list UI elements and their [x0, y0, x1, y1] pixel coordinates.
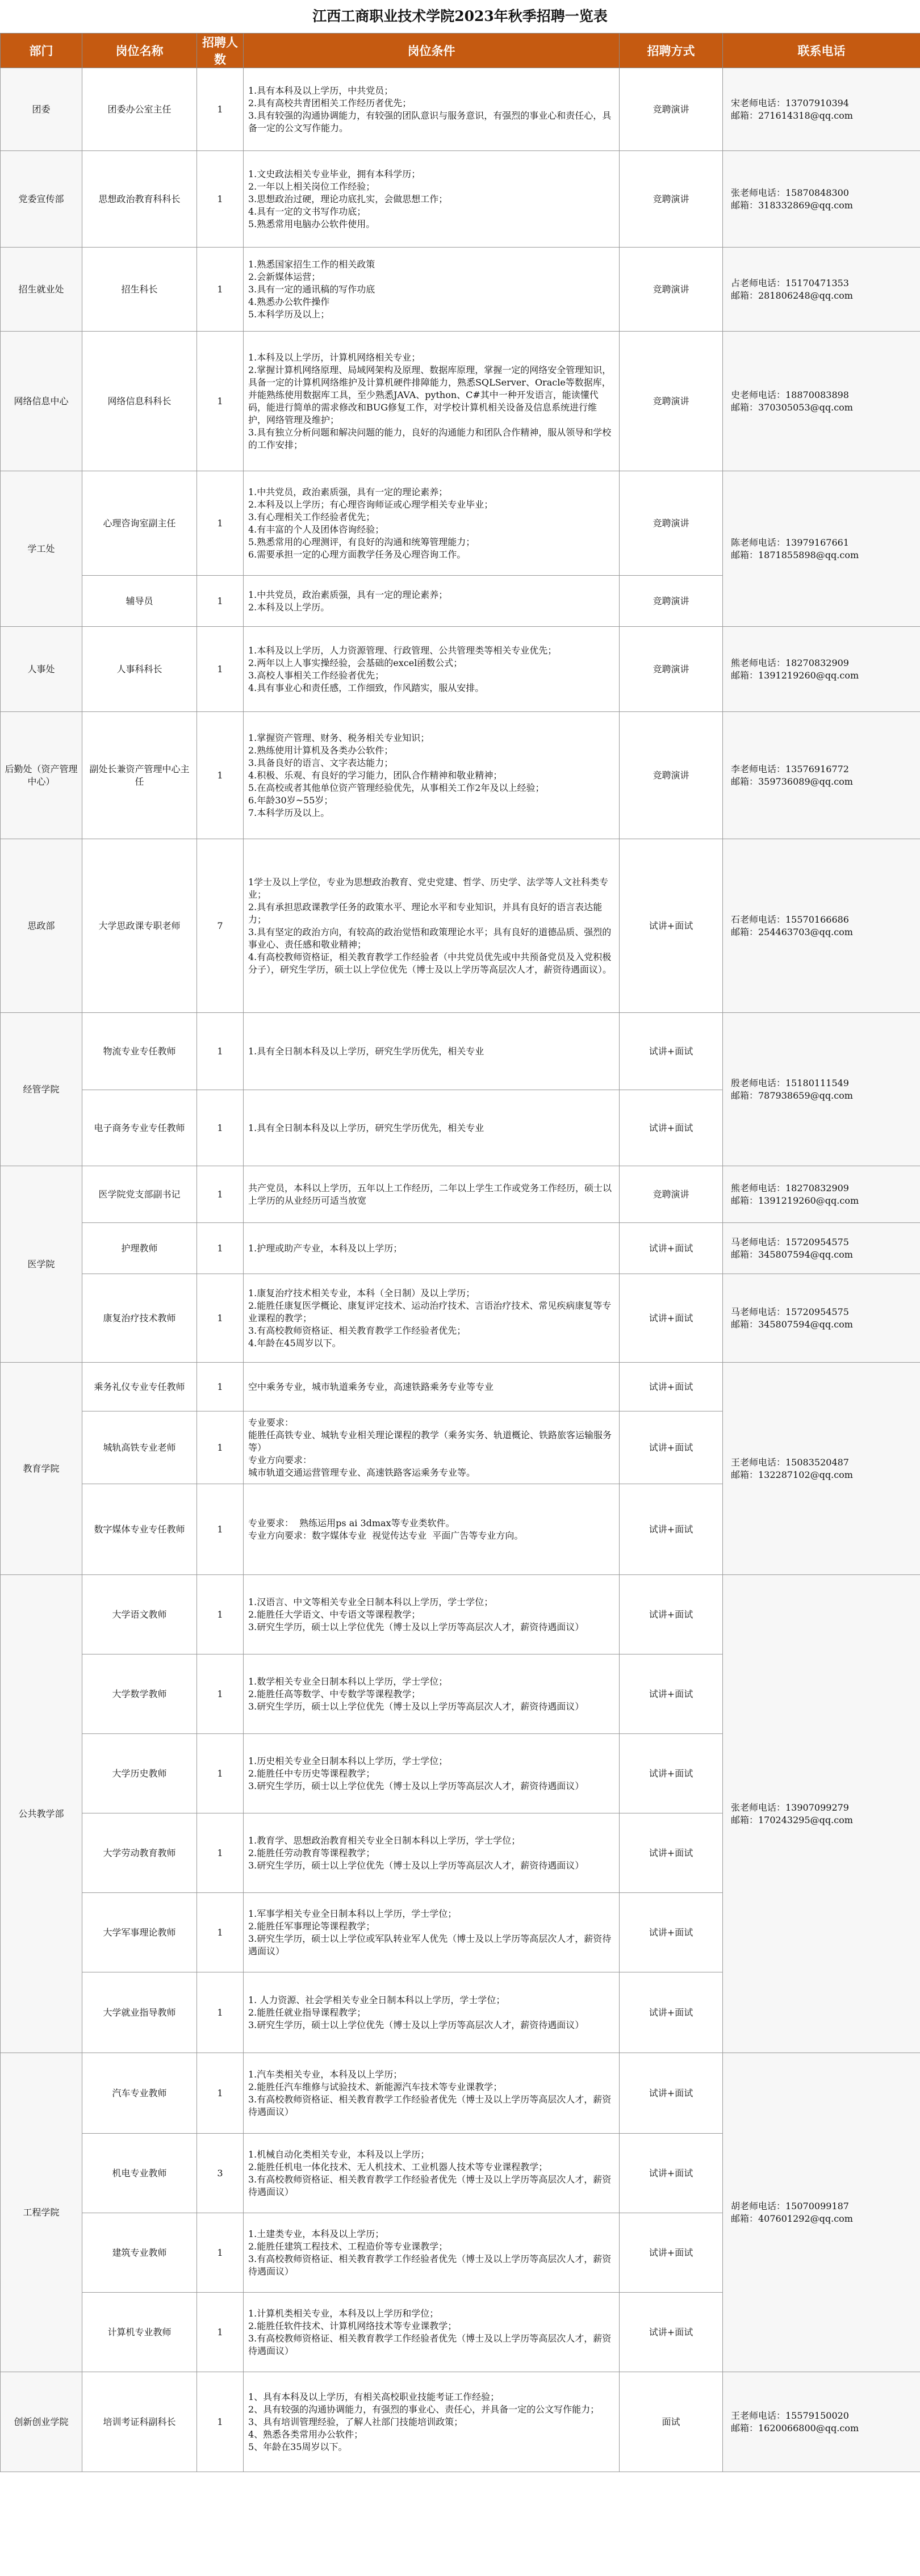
method-cell: 竞聘演讲: [620, 248, 723, 332]
position-cell: 大学劳动教育教师: [82, 1813, 197, 1893]
conditions-cell: 1.土建类专业，本科及以上学历； 2.能胜任建筑工程技术、工程造价等专业课教学； 3.有高校教师资格证、相关教育教学工作经验者优先（博士及以上学历等高层次人才，薪资待遇面议）: [244, 2213, 620, 2293]
table-row: [1, 1274, 920, 1363]
count-cell: 1: [197, 1090, 244, 1166]
conditions-cell: 专业要求： 能胜任高铁专业、城轨专业相关理论课程的教学（乘务实务、轨道概论、铁路旅客运输服务等） 专业方向要求： 城市轨道交通运营管理专业、高速铁路客运乘务专业等。: [244, 1411, 620, 1484]
email-text: 邮箱：787938659@qq.com: [731, 1090, 853, 1101]
count-cell: 1: [197, 1411, 244, 1484]
count-cell: 1: [197, 1013, 244, 1090]
conditions-cell: 共产党员，本科以上学历，五年以上工作经历，二年以上学生工作或党务工作经历，硕士以上学历的从业经历可适当放宽: [244, 1166, 620, 1223]
position-cell: 团委办公室主任: [82, 68, 197, 151]
dept-cell: 创新创业学院: [1, 2372, 82, 2472]
method-cell: 试讲+面试: [620, 839, 723, 1013]
conditions-cell: 1.掌握资产管理、财务、税务相关专业知识； 2.熟练使用计算机及各类办公软件； 3.具备良好的语言、文字表达能力； 4.积极、乐观、有良好的学习能力，团队合作精神和敬业精神； 5.在高校或者其他单位资产管理经验优先，从事相关工作2年及以上经验； 6.年龄30岁~55岁； 7.本科学历及以上。: [244, 712, 620, 839]
contact-cell: [723, 1223, 920, 1274]
method-cell: 试讲+面试: [620, 1363, 723, 1411]
method-cell: 试讲+面试: [620, 1090, 723, 1166]
email-text: 邮箱：281806248@qq.com: [731, 290, 853, 301]
recruitment-table: [0, 33, 920, 2472]
position-cell: 思想政治教育科科长: [82, 151, 197, 248]
position-cell: 建筑专业教师: [82, 2213, 197, 2293]
header-conditions: 岗位条件: [244, 33, 620, 68]
count-cell: 1: [197, 332, 244, 471]
position-cell: 物流专业专任教师: [82, 1013, 197, 1090]
contact-cell: [723, 1363, 920, 1575]
count-cell: 1: [197, 1813, 244, 1893]
method-cell: 竞聘演讲: [620, 712, 723, 839]
phone-text: 王老师电话：15083520487: [731, 1456, 849, 1468]
position-cell: 心理咨询室副主任: [82, 471, 197, 576]
conditions-cell: 1.具有全日制本科及以上学历，研究生学历优先，相关专业: [244, 1090, 620, 1166]
count-cell: 1: [197, 712, 244, 839]
phone-text: 熊老师电话：18270832909: [731, 1182, 849, 1193]
conditions-cell: 1.具有本科及以上学历，中共党员； 2.具有高校共青团相关工作经历者优先； 3.具有较强的沟通协调能力，有较强的团队意识与服务意识，有强烈的事业心和责任心，具备一定的公文写作能力。: [244, 68, 620, 151]
header-count: 招聘人数: [197, 33, 244, 68]
count-cell: 1: [197, 2213, 244, 2293]
position-cell: 大学语文教师: [82, 1575, 197, 1654]
conditions-cell: 专业要求： 熟练运用ps ai 3dmax等专业类软件。 专业方向要求：数字媒体专业 视觉传达专业 平面广告等专业方向。: [244, 1484, 620, 1575]
dept-cell: 经管学院: [1, 1013, 82, 1166]
conditions-cell: 1.康复治疗技术相关专业，本科（全日制）及以上学历； 2.能胜任康复医学概论、康复评定技术、运动治疗技术、言语治疗技术、常见疾病康复等专业课程的教学； 3.有高校教师资格证、相关教育教学工作经验者优先； 4.年龄在45周岁以下。: [244, 1274, 620, 1363]
position-cell: 副处长兼资产管理中心主任: [82, 712, 197, 839]
email-text: 邮箱：359736089@qq.com: [731, 776, 853, 787]
method-cell: 竞聘演讲: [620, 332, 723, 471]
method-cell: 试讲+面试: [620, 1734, 723, 1813]
phone-text: 马老师电话：15720954575: [731, 1306, 849, 1317]
count-cell: 1: [197, 627, 244, 712]
position-cell: 网络信息科科长: [82, 332, 197, 471]
contact-cell: [723, 1274, 920, 1363]
table-row: [1, 2053, 920, 2134]
conditions-cell: 1.本科及以上学历，计算机网络相关专业； 2.掌握计算机网络原理、局域网架构及原理、数据库原理，掌握一定的网络安全管理知识，具备一定的计算机网络维护及计算机硬件排障能力，熟悉SQLServer、Oracle等数据库，并能熟练使用数据库工具，至少熟悉JAVA、python、C#其中一种开发语言，能读懂代码，能进行简单的需求修改和BUG修复工作，对学校计算机相关设备及信息系统进行维护，网络管理及维护； 3.具有独立分析问题和解决问题的能力，良好的沟通能力和团队合作精神，服从领导和学校的工作安排；: [244, 332, 620, 471]
method-cell: 竞聘演讲: [620, 1166, 723, 1223]
method-cell: 竞聘演讲: [620, 627, 723, 712]
method-cell: 试讲+面试: [620, 1893, 723, 1972]
email-text: 邮箱：1391219260@qq.com: [731, 669, 859, 681]
table-row: [1, 471, 920, 576]
table-row: [1, 839, 920, 1013]
phone-text: 张老师电话：13907099279: [731, 1802, 849, 1813]
email-text: 邮箱：370305053@qq.com: [731, 401, 853, 413]
conditions-cell: 1.具有全日制本科及以上学历，研究生学历优先，相关专业: [244, 1013, 620, 1090]
header-position: 岗位名称: [82, 33, 197, 68]
method-cell: 试讲+面试: [620, 2213, 723, 2293]
table-row: [1, 1013, 920, 1090]
count-cell: 1: [197, 1223, 244, 1274]
contact-cell: [723, 248, 920, 332]
position-cell: 汽车专业教师: [82, 2053, 197, 2134]
email-text: 邮箱：345807594@qq.com: [731, 1249, 853, 1260]
header-method: 招聘方式: [620, 33, 723, 68]
contact-cell: [723, 2053, 920, 2372]
email-text: 邮箱：1871855898@qq.com: [731, 549, 859, 560]
conditions-cell: 1.本科及以上学历，人力资源管理、行政管理、公共管理类等相关专业优先； 2.两年以上人事实操经验，会基础的excel函数公式； 3.高校人事相关工作经验者优先； 4.具有事业心和责任感，工作细致，作风踏实，服从安排。: [244, 627, 620, 712]
count-cell: 1: [197, 2372, 244, 2472]
method-cell: 试讲+面试: [620, 1654, 723, 1734]
dept-cell: 工程学院: [1, 2053, 82, 2372]
conditions-cell: 1.历史相关专业全日制本科以上学历，学士学位； 2.能胜任中专历史等课程教学； 3.研究生学历，硕士以上学位优先（博士及以上学历等高层次人才，薪资待遇面议）: [244, 1734, 620, 1813]
method-cell: 试讲+面试: [620, 1575, 723, 1654]
dept-cell: 党委宣传部: [1, 151, 82, 248]
conditions-cell: 1、具有本科及以上学历，有相关高校职业技能考证工作经验； 2、具有较强的沟通协调能力，有强烈的事业心、责任心，并具备一定的公文写作能力； 3、具有培训管理经验，了解人社部门技能培训政策； 4、熟悉各类常用办公软件； 5、年龄在35周岁以下。: [244, 2372, 620, 2472]
position-cell: 医学院党支部副书记: [82, 1166, 197, 1223]
position-cell: 数字媒体专业专任教师: [82, 1484, 197, 1575]
dept-cell: 网络信息中心: [1, 332, 82, 471]
page-title: 江西工商职业技术学院2023年秋季招聘一览表: [0, 0, 920, 33]
conditions-cell: 1.汉语言、中文等相关专业全日制本科以上学历，学士学位； 2.能胜任大学语文、中专语文等课程教学； 3.研究生学历，硕士以上学位优先（博士及以上学历等高层次人才，薪资待遇面议）: [244, 1575, 620, 1654]
method-cell: 竞聘演讲: [620, 471, 723, 576]
table-row: [1, 1166, 920, 1223]
position-cell: 培训考证科副科长: [82, 2372, 197, 2472]
method-cell: 试讲+面试: [620, 1813, 723, 1893]
dept-cell: 人事处: [1, 627, 82, 712]
email-text: 邮箱：254463703@qq.com: [731, 926, 853, 937]
conditions-cell: 1.熟悉国家招生工作的相关政策 2.会新媒体运营； 3.具有一定的通讯稿的写作功底 4.熟悉办公软件操作 5.本科学历及以上；: [244, 248, 620, 332]
method-cell: 试讲+面试: [620, 1223, 723, 1274]
position-cell: 辅导员: [82, 576, 197, 627]
table-row: [1, 68, 920, 151]
header-dept: 部门: [1, 33, 82, 68]
dept-cell: 公共教学部: [1, 1575, 82, 2053]
method-cell: 试讲+面试: [620, 2293, 723, 2372]
contact-cell: [723, 839, 920, 1013]
phone-text: 殷老师电话：15180111549: [731, 1077, 849, 1088]
phone-text: 王老师电话：15579150020: [731, 2410, 849, 2421]
phone-text: 占老师电话：15170471353: [731, 277, 849, 288]
phone-text: 陈老师电话：13979167661: [731, 537, 849, 548]
phone-text: 李老师电话：13576916772: [731, 763, 849, 774]
conditions-cell: 1.数学相关专业全日制本科以上学历，学士学位； 2.能胜任高等数学、中专数学等课程教学； 3.研究生学历，硕士以上学位优先（博士及以上学历等高层次人才，薪资待遇面议）: [244, 1654, 620, 1734]
phone-text: 熊老师电话：18270832909: [731, 657, 849, 668]
position-cell: 电子商务专业专任教师: [82, 1090, 197, 1166]
method-cell: 试讲+面试: [620, 1972, 723, 2053]
phone-text: 马老师电话：15720954575: [731, 1236, 849, 1247]
position-cell: 机电专业教师: [82, 2134, 197, 2213]
email-text: 邮箱：1391219260@qq.com: [731, 1195, 859, 1206]
contact-cell: [723, 1013, 920, 1166]
method-cell: 面试: [620, 2372, 723, 2472]
dept-cell: 团委: [1, 68, 82, 151]
header-row: [1, 33, 920, 68]
position-cell: 城轨高铁专业老师: [82, 1411, 197, 1484]
conditions-cell: 1.中共党员，政治素质强，具有一定的理论素养； 2.本科及以上学历。: [244, 576, 620, 627]
phone-text: 史老师电话：18870083898: [731, 389, 849, 400]
table-row: [1, 332, 920, 471]
conditions-cell: 1.汽车类相关专业，本科及以上学历； 2.能胜任汽车维修与试验技术、新能源汽车技术等专业课教学； 3.有高校教师资格证、相关教育教学工作经验者优先（博士及以上学历等高层次人才，薪资待遇面议）: [244, 2053, 620, 2134]
table-row: [1, 712, 920, 839]
position-cell: 护理教师: [82, 1223, 197, 1274]
email-text: 邮箱：345807594@qq.com: [731, 1318, 853, 1330]
contact-cell: [723, 712, 920, 839]
dept-cell: 思政部: [1, 839, 82, 1013]
conditions-cell: 1.计算机类相关专业，本科及以上学历和学位； 2.能胜任软件技术、计算机网络技术等专业课教学； 3.有高校教师资格证、相关教育教学工作经验者优先（博士及以上学历等高层次人才，薪资待遇面议）: [244, 2293, 620, 2372]
count-cell: 1: [197, 248, 244, 332]
method-cell: 试讲+面试: [620, 1484, 723, 1575]
position-cell: 大学就业指导教师: [82, 1972, 197, 2053]
count-cell: 1: [197, 1654, 244, 1734]
email-text: 邮箱：170243295@qq.com: [731, 1814, 853, 1825]
header-contact: 联系电话: [723, 33, 920, 68]
position-cell: 大学历史教师: [82, 1734, 197, 1813]
phone-text: 宋老师电话：13707910394: [731, 97, 849, 108]
contact-cell: [723, 1166, 920, 1223]
method-cell: 试讲+面试: [620, 1411, 723, 1484]
table-row: [1, 1223, 920, 1274]
count-cell: 1: [197, 1734, 244, 1813]
count-cell: 1: [197, 1893, 244, 1972]
phone-text: 胡老师电话：15070099187: [731, 2200, 849, 2211]
dept-cell: 招生就业处: [1, 248, 82, 332]
contact-cell: [723, 332, 920, 471]
conditions-cell: 1.教育学、思想政治教育相关专业全日制本科以上学历，学士学位； 2.能胜任劳动教育等课程教学； 3.研究生学历，硕士以上学位优先（博士及以上学历等高层次人才，薪资待遇面议）: [244, 1813, 620, 1893]
conditions-cell: 1.军事学相关专业全日制本科以上学历，学士学位； 2.能胜任军事理论等课程教学； 3.研究生学历，硕士以上学位或军队转业军人优先（博士及以上学历等高层次人才，薪资待遇面议）: [244, 1893, 620, 1972]
dept-cell: 医学院: [1, 1166, 82, 1363]
conditions-cell: 1学士及以上学位，专业为思想政治教育、党史党建、哲学、历史学、法学等人文社科类专业； 2.具有承担思政课教学任务的政策水平、理论水平和专业知识，并具有良好的语言表达能力； 3.具有坚定的政治方向，有较高的政治觉悟和政策理论水平；具有良好的道德品质、强烈的事业心、责任感和敬业精神； 4.有高校教师资格证，相关教育教学工作经验者（中共党员优先或中共预备党员及入党积极分子），研究生学历，硕士以上学位优先（博士及以上学历等高层次人才，薪资待遇面议）。: [244, 839, 620, 1013]
conditions-cell: 1.中共党员，政治素质强，具有一定的理论素养； 2.本科及以上学历；有心理咨询师证或心理学相关专业毕业； 3.有心理相关工作经验者优先； 4.有丰富的个人及团体咨询经验； 5.熟悉常用的心理测评，有良好的沟通和统筹管理能力； 6.需要承担一定的心理方面教学任务及心理咨询工作。: [244, 471, 620, 576]
count-cell: 1: [197, 2293, 244, 2372]
count-cell: 7: [197, 839, 244, 1013]
position-cell: 大学思政课专职老师: [82, 839, 197, 1013]
email-text: 邮箱：407601292@qq.com: [731, 2213, 853, 2224]
contact-cell: [723, 471, 920, 627]
count-cell: 1: [197, 1972, 244, 2053]
count-cell: 1: [197, 1274, 244, 1363]
position-cell: 康复治疗技术教师: [82, 1274, 197, 1363]
contact-cell: [723, 1575, 920, 2053]
contact-cell: [723, 627, 920, 712]
phone-text: 张老师电话：15870848300: [731, 187, 849, 198]
count-cell: 1: [197, 1166, 244, 1223]
position-cell: 人事科科长: [82, 627, 197, 712]
position-cell: 招生科长: [82, 248, 197, 332]
email-text: 邮箱：132287102@qq.com: [731, 1469, 853, 1480]
method-cell: 试讲+面试: [620, 2053, 723, 2134]
count-cell: 1: [197, 576, 244, 627]
table-row: [1, 151, 920, 248]
table-row: [1, 1363, 920, 1411]
method-cell: 试讲+面试: [620, 1013, 723, 1090]
table-row: [1, 2372, 920, 2472]
table-row: [1, 627, 920, 712]
conditions-cell: 1.护理或助产专业，本科及以上学历；: [244, 1223, 620, 1274]
contact-cell: [723, 2372, 920, 2472]
table-row: [1, 1575, 920, 1654]
email-text: 邮箱：271614318@qq.com: [731, 110, 853, 121]
count-cell: 1: [197, 68, 244, 151]
method-cell: 竞聘演讲: [620, 576, 723, 627]
conditions-cell: 空中乘务专业，城市轨道乘务专业，高速铁路乘务专业等专业: [244, 1363, 620, 1411]
count-cell: 1: [197, 471, 244, 576]
email-text: 邮箱：1620066800@qq.com: [731, 2422, 859, 2433]
count-cell: 1: [197, 1484, 244, 1575]
method-cell: 竞聘演讲: [620, 151, 723, 248]
table-row: [1, 248, 920, 332]
count-cell: 1: [197, 1575, 244, 1654]
position-cell: 大学数学教师: [82, 1654, 197, 1734]
conditions-cell: 1.机械自动化类相关专业，本科及以上学历； 2.能胜任机电一体化技术、无人机技术、工业机器人技术等专业课程教学； 3.有高校教师资格证、相关教育教学工作经验者优先（博士及以上学历等高层次人才，薪资待遇面议）: [244, 2134, 620, 2213]
dept-cell: 后勤处（资产管理中心）: [1, 712, 82, 839]
count-cell: 1: [197, 151, 244, 248]
count-cell: 3: [197, 2134, 244, 2213]
conditions-cell: 1. 人力资源、社会学相关专业全日制本科以上学历，学士学位； 2.能胜任就业指导课程教学； 3.研究生学历，硕士以上学位优先（博士及以上学历等高层次人才，薪资待遇面议）: [244, 1972, 620, 2053]
method-cell: 竞聘演讲: [620, 68, 723, 151]
email-text: 邮箱：318332869@qq.com: [731, 199, 853, 211]
conditions-cell: 1.文史政法相关专业毕业，拥有本科学历； 2.一年以上相关岗位工作经验； 3.思想政治过硬，理论功底扎实，会做思想工作； 4.具有一定的文书写作功底； 5.熟悉常用电脑办公软件使用。: [244, 151, 620, 248]
dept-cell: 教育学院: [1, 1363, 82, 1575]
position-cell: 大学军事理论教师: [82, 1893, 197, 1972]
count-cell: 1: [197, 1363, 244, 1411]
count-cell: 1: [197, 2053, 244, 2134]
dept-cell: 学工处: [1, 471, 82, 627]
contact-cell: [723, 68, 920, 151]
method-cell: 试讲+面试: [620, 1274, 723, 1363]
phone-text: 石老师电话：15570166686: [731, 914, 849, 925]
position-cell: 计算机专业教师: [82, 2293, 197, 2372]
position-cell: 乘务礼仪专业专任教师: [82, 1363, 197, 1411]
contact-cell: [723, 151, 920, 248]
method-cell: 试讲+面试: [620, 2134, 723, 2213]
